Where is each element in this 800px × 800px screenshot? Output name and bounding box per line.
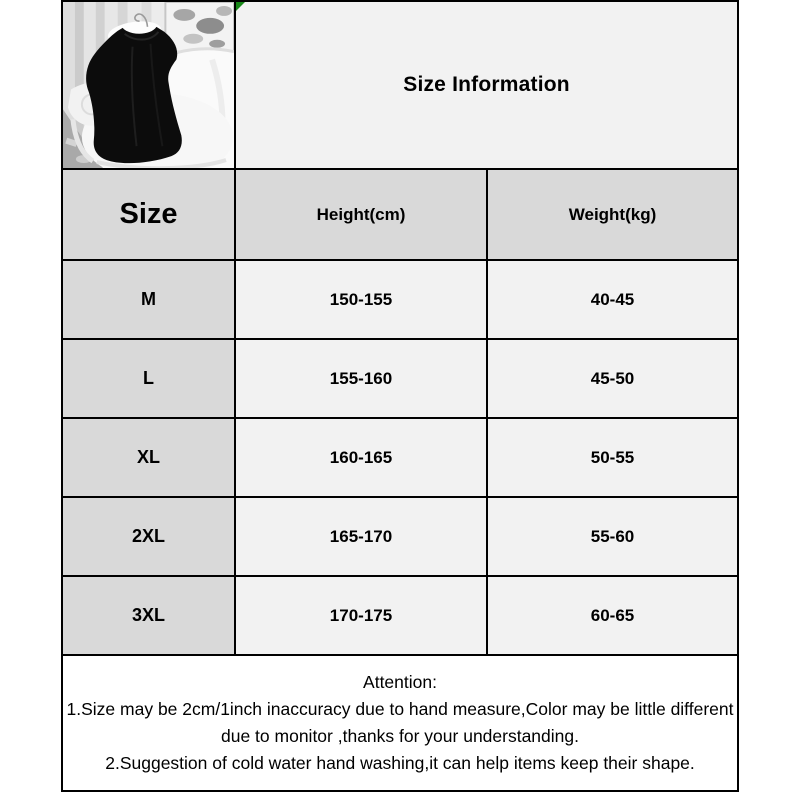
column-header-weight: Weight(kg): [487, 169, 738, 260]
attention-note-2: 2.Suggestion of cold water hand washing,it can help items keep their shape.: [105, 753, 695, 774]
table-row-m: [62, 260, 738, 339]
height-value: 160-165: [235, 418, 487, 497]
height-value: 165-170: [235, 497, 487, 576]
picture-frame: [165, 2, 234, 52]
size-chart-table: [61, 0, 739, 792]
column-header-size: Size: [62, 169, 235, 260]
attention-box: [62, 655, 738, 791]
vest-product-image: [63, 2, 234, 168]
size-label: 3XL: [62, 576, 235, 655]
green-corner-flag-icon: [236, 2, 245, 11]
product-photo: [62, 1, 235, 169]
weight-value: 55-60: [487, 497, 738, 576]
page-title: Size Information: [403, 73, 570, 96]
title-cell: [235, 1, 738, 169]
attention-heading: Attention:: [363, 672, 437, 693]
vest-silhouette: [86, 27, 182, 163]
weight-value: 50-55: [487, 418, 738, 497]
size-label: M: [62, 260, 235, 339]
table-row-l: [62, 339, 738, 418]
weight-value: 40-45: [487, 260, 738, 339]
size-label: 2XL: [62, 497, 235, 576]
height-value: 155-160: [235, 339, 487, 418]
height-value: 150-155: [235, 260, 487, 339]
attention-note-1: 1.Size may be 2cm/1inch inaccuracy due to hand measure,Color may be little different due to monitor ,thanks for your understanding.: [66, 699, 734, 747]
size-label: XL: [62, 418, 235, 497]
table-row-2xl: [62, 497, 738, 576]
column-header-height: Height(cm): [235, 169, 487, 260]
table-row-3xl: [62, 576, 738, 655]
table-row-xl: [62, 418, 738, 497]
size-label: L: [62, 339, 235, 418]
weight-value: 45-50: [487, 339, 738, 418]
height-value: 170-175: [235, 576, 487, 655]
weight-value: 60-65: [487, 576, 738, 655]
